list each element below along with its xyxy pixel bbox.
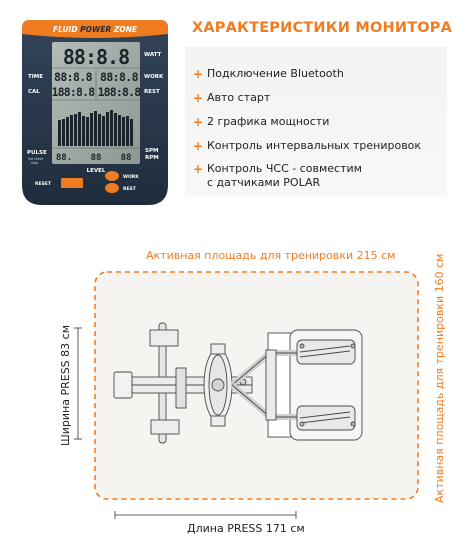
label-spm: SPM [145, 148, 159, 154]
lcd-work-digits: 88:8.8 [100, 70, 138, 84]
label-reset: RESET [35, 182, 51, 187]
lcd-spm-digits: 88 [120, 153, 132, 163]
lcd-main-digits: 88:8.8 [62, 45, 130, 69]
monitor-brand: FLUID POWER ZONE [52, 25, 138, 34]
plus-icon: + [193, 91, 204, 105]
label-rest: REST [144, 89, 160, 95]
plus-icon: + [193, 139, 204, 153]
lcd-time-digits: 88:8.8 [54, 70, 92, 84]
active-depth-label: Активная площадь для тренировки 160 см [433, 253, 446, 503]
active-width-label: Активная площадь для тренировки 215 см [146, 249, 396, 262]
label-time: TIME [28, 74, 44, 80]
plus-icon: + [193, 162, 204, 176]
press-length-label: Длина PRESS 171 см [187, 522, 305, 535]
label-pulse: PULSE [27, 150, 47, 156]
label-rpm: RPM [145, 155, 159, 161]
plus-icon: + [193, 115, 204, 129]
lcd-cal-digits: 188:8.8 [51, 85, 95, 99]
press-width-dimension [74, 328, 82, 439]
lcd-rest-digits: 188:8.8 [97, 85, 141, 99]
label-cal: CAL [28, 89, 40, 95]
features-heading: ХАРАКТЕРИСТИКИ МОНИТОРА [192, 20, 453, 36]
lcd-level-digits: 88 [90, 153, 102, 163]
label-work: WORK [144, 74, 164, 80]
label-rest-btn: REST [123, 187, 136, 192]
label-work-btn: WORK [123, 175, 139, 180]
press-length-dimension [115, 511, 296, 519]
label-watt: WATT [144, 52, 162, 58]
label-pulse-sub: Set sheet [28, 157, 44, 161]
svg-text:step: step [31, 161, 38, 165]
plus-icon: + [193, 67, 204, 81]
lcd-pulse-digits: 88. [55, 153, 73, 163]
label-level: LEVEL [86, 168, 106, 174]
press-width-label: Ширина PRESS 83 см [59, 325, 72, 446]
